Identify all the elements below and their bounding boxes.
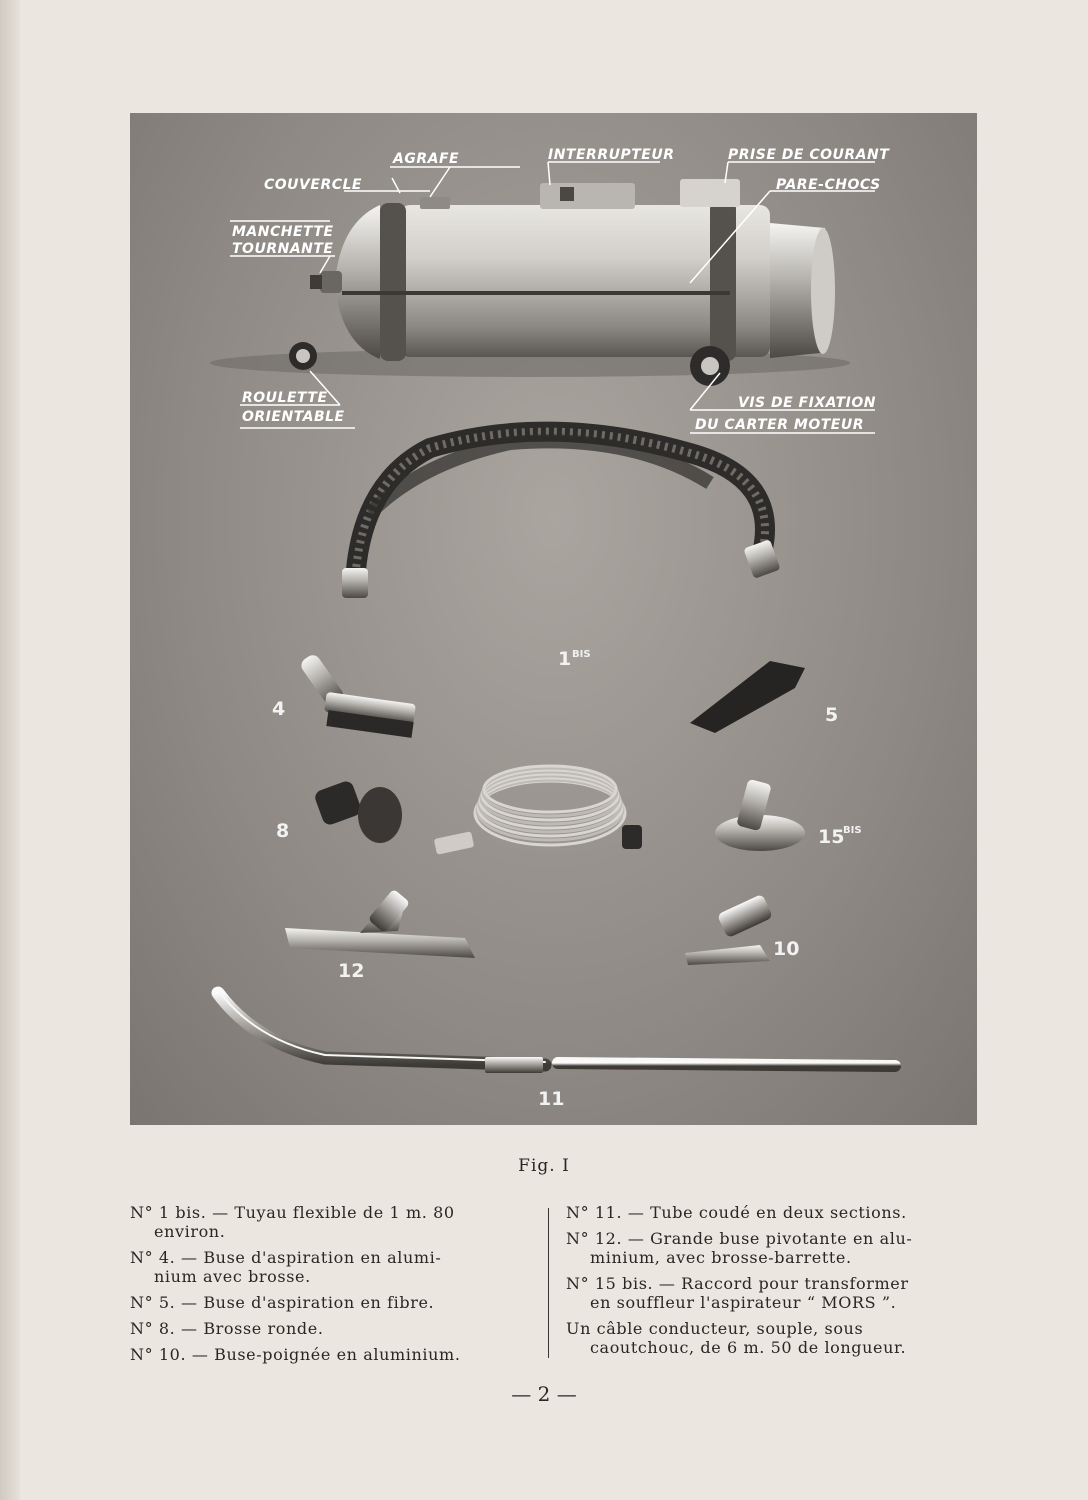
legend-entry	[130, 1345, 530, 1364]
accessory-11-bent-tube	[218, 990, 895, 1110]
item-number-11: 11	[538, 1088, 565, 1110]
legend-right-column	[566, 1203, 970, 1364]
coiled-power-cable	[434, 766, 642, 855]
callout-orientable: ORIENTABLE	[242, 409, 345, 425]
item-number-1bis: 1	[558, 648, 572, 670]
item-number-4: 4	[272, 698, 286, 720]
item-number-10: 10	[773, 938, 800, 960]
legend-entry-continuation: en souffleur l'aspirateur “ MORS ”.	[590, 1293, 897, 1312]
callout-vis-de-fixation: VIS DE FIXATION	[738, 395, 876, 411]
callout-couvercle: COUVERCLE	[264, 177, 362, 193]
item-number-1bis-superscript: BIS	[572, 649, 591, 660]
callout-agrafe: AGRAFE	[393, 151, 460, 167]
legend-entry-lead: N° 1 bis. — Tuyau flexible de 1 m. 80	[130, 1203, 455, 1222]
callout-interrupteur: INTERRUPTEUR	[548, 147, 675, 163]
flexible-hose	[342, 432, 781, 670]
accessory-5-fibre-nozzle	[690, 661, 838, 733]
item-number-8: 8	[276, 820, 290, 842]
accessory-4-brush-nozzle	[272, 652, 416, 738]
legend-entry	[130, 1248, 530, 1286]
legend-entry-lead: N° 15 bis. — Raccord pour transformer	[566, 1274, 909, 1293]
callout-manchette: MANCHETTE	[232, 224, 334, 240]
legend-entry-lead: N° 5. — Buse d'aspiration en fibre.	[130, 1293, 435, 1312]
legend-entry-lead: N° 12. — Grande buse pivotante en alu-	[566, 1229, 913, 1248]
legend-entry-lead: N° 4. — Buse d'aspiration en alumi-	[130, 1248, 442, 1267]
legend-entry-continuation: caoutchouc, de 6 m. 50 de longueur.	[590, 1338, 907, 1357]
legend-entry-lead: N° 11. — Tube coudé en deux sections.	[566, 1203, 907, 1222]
callout-tournante: TOURNANTE	[232, 241, 334, 257]
legend-entry	[130, 1293, 530, 1312]
legend-entry	[130, 1203, 530, 1241]
legend-entry	[566, 1203, 970, 1222]
legend-left-column	[130, 1203, 530, 1371]
accessory-8-round-brush	[276, 779, 402, 843]
page-edge	[0, 0, 20, 1500]
accessory-10-handle-nozzle	[685, 894, 799, 965]
column-divider	[548, 1208, 549, 1358]
item-number-15bis-superscript: BIS	[843, 825, 862, 836]
callout-carter-moteur: DU CARTER MOTEUR	[695, 417, 864, 433]
legend-entry	[566, 1319, 970, 1357]
legend-entry-lead: N° 10. — Buse-poignée en aluminium.	[130, 1345, 461, 1364]
figure-caption: Fig. I	[518, 1156, 570, 1176]
page-number: — 2 —	[511, 1382, 577, 1406]
legend-entry-continuation: minium, avec brosse-barrette.	[590, 1248, 852, 1267]
legend-entry	[566, 1229, 970, 1267]
item-number-5: 5	[825, 704, 839, 726]
callout-pare-chocs: PARE-CHOCS	[776, 177, 881, 193]
accessory-12-pivoting-nozzle	[285, 889, 475, 982]
vacuum-cleaner	[210, 147, 890, 433]
legend-entry-lead: N° 8. — Brosse ronde.	[130, 1319, 324, 1338]
legend-entry-lead: Un câble conducteur, souple, sous	[566, 1319, 864, 1338]
legend-entry	[130, 1319, 530, 1338]
legend-entry-continuation: nium avec brosse.	[154, 1267, 311, 1286]
callout-roulette: ROULETTE	[242, 390, 328, 406]
product-photo	[130, 113, 977, 1125]
legend-entry-continuation: environ.	[154, 1222, 226, 1241]
item-number-12: 12	[338, 960, 365, 982]
accessory-15bis-blower-adapter	[715, 779, 862, 851]
callout-prise-de-courant: PRISE DE COURANT	[728, 147, 890, 163]
legend-entry	[566, 1274, 970, 1312]
item-number-15bis: 15	[818, 826, 845, 848]
photo-illustration	[130, 113, 977, 1125]
